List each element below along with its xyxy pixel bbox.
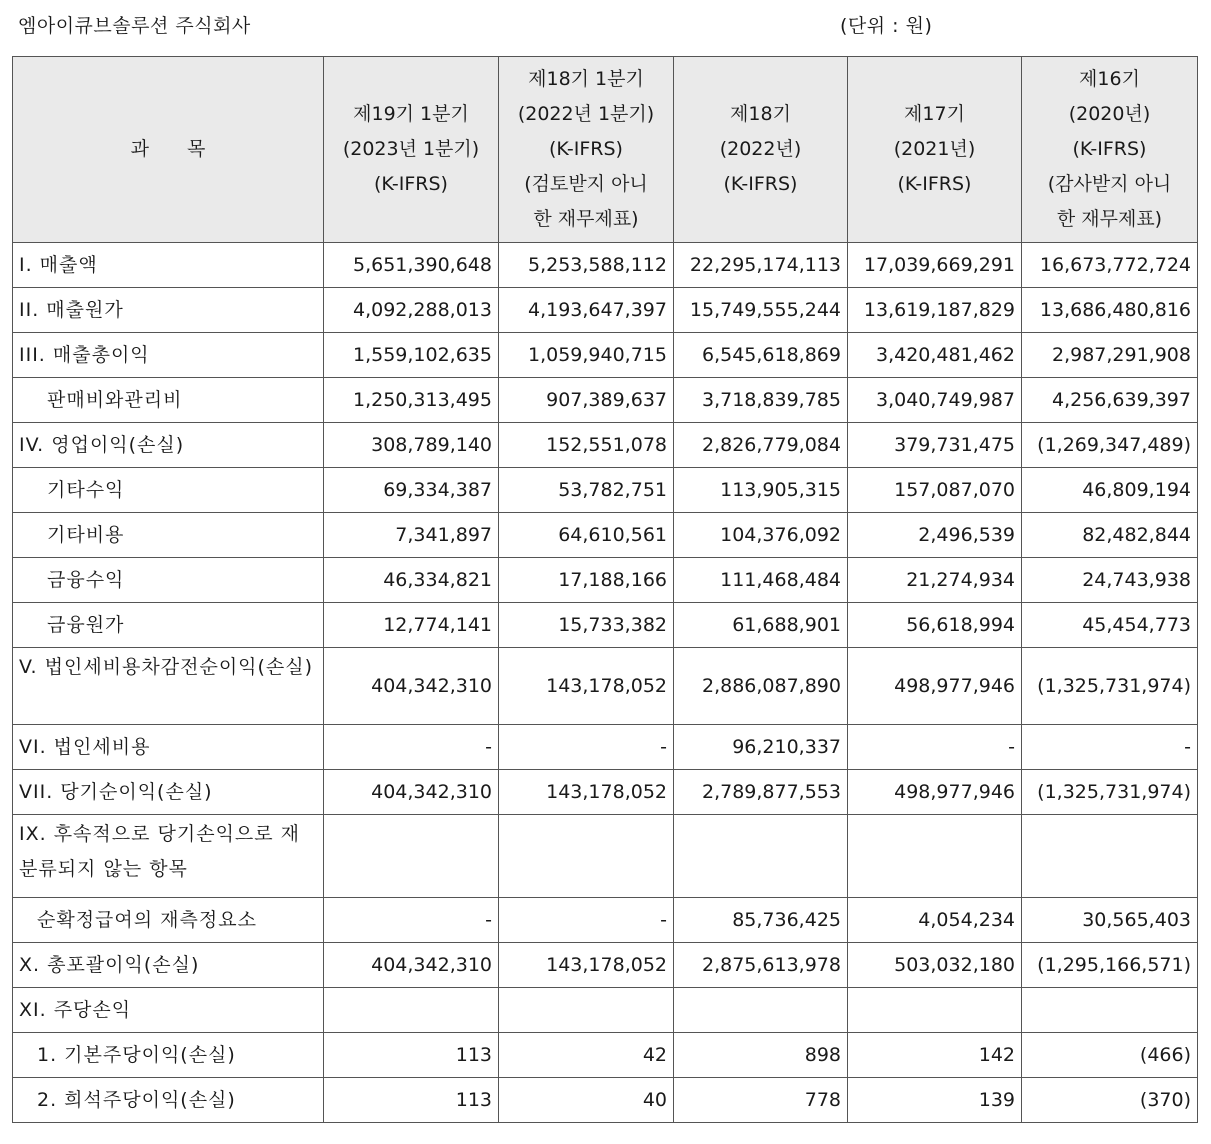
table-row: [13, 1033, 1198, 1078]
table-cell: 139: [848, 1078, 1022, 1123]
table-cell: -: [324, 725, 499, 770]
table-cell: -: [1022, 725, 1198, 770]
table-cell: 379,731,475: [848, 423, 1022, 468]
table-cell: 13,619,187,829: [848, 288, 1022, 333]
row-label: XI. 주당손익: [13, 988, 324, 1033]
table-row: [13, 815, 1198, 898]
row-label: 판매비와관리비: [13, 378, 324, 423]
table-cell: 2,987,291,908: [1022, 333, 1198, 378]
table-cell: 4,092,288,013: [324, 288, 499, 333]
table-cell: 404,342,310: [324, 648, 499, 725]
table-cell: 85,736,425: [674, 898, 848, 943]
table-cell: (466): [1022, 1033, 1198, 1078]
table-row: [13, 243, 1198, 288]
table-cell: 64,610,561: [499, 513, 674, 558]
table-cell: 4,193,647,397: [499, 288, 674, 333]
table-cell: 3,718,839,785: [674, 378, 848, 423]
table-cell: 17,039,669,291: [848, 243, 1022, 288]
table-cell: 3,040,749,987: [848, 378, 1022, 423]
table-row: [13, 898, 1198, 943]
table-cell: 2,789,877,553: [674, 770, 848, 815]
table-cell: [324, 988, 499, 1033]
table-row: [13, 770, 1198, 815]
table-cell: [848, 815, 1022, 898]
table-cell: 308,789,140: [324, 423, 499, 468]
table-cell: (1,325,731,974): [1022, 770, 1198, 815]
table-cell: 21,274,934: [848, 558, 1022, 603]
table-cell: 498,977,946: [848, 770, 1022, 815]
table-cell: 40: [499, 1078, 674, 1123]
table-row: [13, 1078, 1198, 1123]
table-cell: 3,420,481,462: [848, 333, 1022, 378]
table-row: [13, 988, 1198, 1033]
table-cell: 143,178,052: [499, 770, 674, 815]
table-cell: 56,618,994: [848, 603, 1022, 648]
table-cell: 4,054,234: [848, 898, 1022, 943]
column-header-period-19q1: 제19기 1분기 (2023년 1분기) (K-IFRS): [324, 57, 499, 243]
unit-label: (단위 : 원): [840, 15, 933, 37]
row-label: 1. 기본주당이익(손실): [13, 1033, 324, 1078]
table-cell: 4,256,639,397: [1022, 378, 1198, 423]
table-row: [13, 333, 1198, 378]
table-cell: 1,559,102,635: [324, 333, 499, 378]
table-cell: (1,269,347,489): [1022, 423, 1198, 468]
table-header-row: [13, 57, 1198, 243]
table-cell: 1,059,940,715: [499, 333, 674, 378]
table-row: [13, 288, 1198, 333]
table-row: [13, 648, 1198, 725]
column-header-account: 과 목: [13, 57, 324, 243]
table-cell: 13,686,480,816: [1022, 288, 1198, 333]
row-label: IV. 영업이익(손실): [13, 423, 324, 468]
table-cell: 42: [499, 1033, 674, 1078]
table-cell: -: [499, 725, 674, 770]
table-cell: 503,032,180: [848, 943, 1022, 988]
row-label: VI. 법인세비용: [13, 725, 324, 770]
row-label: II. 매출원가: [13, 288, 324, 333]
table-cell: 12,774,141: [324, 603, 499, 648]
income-statement-table: [12, 56, 1198, 1123]
table-cell: 16,673,772,724: [1022, 243, 1198, 288]
table-cell: 61,688,901: [674, 603, 848, 648]
table-row: [13, 378, 1198, 423]
table-row: [13, 513, 1198, 558]
column-header-period-16: 제16기 (2020년) (K-IFRS) (감사받지 아니 한 재무제표): [1022, 57, 1198, 243]
row-label: VII. 당기순이익(손실): [13, 770, 324, 815]
table-row: [13, 468, 1198, 513]
table-cell: 2,886,087,890: [674, 648, 848, 725]
table-cell: 113: [324, 1033, 499, 1078]
column-header-period-18q1: 제18기 1분기 (2022년 1분기) (K-IFRS) (검토받지 아니 한 재무제표): [499, 57, 674, 243]
table-cell: (1,295,166,571): [1022, 943, 1198, 988]
table-cell: 15,749,555,244: [674, 288, 848, 333]
table-cell: 15,733,382: [499, 603, 674, 648]
table-row: [13, 725, 1198, 770]
table-cell: 5,253,588,112: [499, 243, 674, 288]
table-cell: [848, 988, 1022, 1033]
row-label: 기타비용: [13, 513, 324, 558]
table-cell: [1022, 815, 1198, 898]
table-row: [13, 603, 1198, 648]
table-cell: 2,496,539: [848, 513, 1022, 558]
table-cell: 5,651,390,648: [324, 243, 499, 288]
row-label: X. 총포괄이익(손실): [13, 943, 324, 988]
table-cell: 30,565,403: [1022, 898, 1198, 943]
table-row: [13, 423, 1198, 468]
table-cell: 46,809,194: [1022, 468, 1198, 513]
table-cell: 143,178,052: [499, 648, 674, 725]
table-cell: [324, 815, 499, 898]
table-row: [13, 558, 1198, 603]
table-cell: -: [499, 898, 674, 943]
table-cell: 69,334,387: [324, 468, 499, 513]
table-row: [13, 943, 1198, 988]
table-cell: 17,188,166: [499, 558, 674, 603]
row-label: 기타수익: [13, 468, 324, 513]
table-cell: (370): [1022, 1078, 1198, 1123]
table-cell: 404,342,310: [324, 943, 499, 988]
table-cell: 45,454,773: [1022, 603, 1198, 648]
table-cell: 152,551,078: [499, 423, 674, 468]
table-cell: 111,468,484: [674, 558, 848, 603]
table-cell: 2,875,613,978: [674, 943, 848, 988]
table-cell: 778: [674, 1078, 848, 1123]
table-cell: -: [324, 898, 499, 943]
table-cell: 113: [324, 1078, 499, 1123]
table-cell: 46,334,821: [324, 558, 499, 603]
row-label: IX. 후속적으로 당기손익으로 재분류되지 않는 항목: [13, 815, 324, 898]
row-label: 금융원가: [13, 603, 324, 648]
row-label: I. 매출액: [13, 243, 324, 288]
table-cell: 96,210,337: [674, 725, 848, 770]
table-cell: 2,826,779,084: [674, 423, 848, 468]
row-label: 순확정급여의 재측정요소: [13, 898, 324, 943]
company-name: 엠아이큐브솔루션 주식회사: [18, 15, 251, 37]
table-cell: [674, 988, 848, 1033]
table-cell: 53,782,751: [499, 468, 674, 513]
document-header: [12, 10, 1198, 42]
table-cell: 7,341,897: [324, 513, 499, 558]
table-cell: 498,977,946: [848, 648, 1022, 725]
column-header-period-17: 제17기 (2021년) (K-IFRS): [848, 57, 1022, 243]
table-cell: 6,545,618,869: [674, 333, 848, 378]
table-cell: 22,295,174,113: [674, 243, 848, 288]
table-cell: 104,376,092: [674, 513, 848, 558]
table-cell: 142: [848, 1033, 1022, 1078]
row-label: 2. 희석주당이익(손실): [13, 1078, 324, 1123]
table-cell: [1022, 988, 1198, 1033]
table-cell: 907,389,637: [499, 378, 674, 423]
table-cell: 157,087,070: [848, 468, 1022, 513]
table-cell: 24,743,938: [1022, 558, 1198, 603]
table-cell: 82,482,844: [1022, 513, 1198, 558]
table-cell: 404,342,310: [324, 770, 499, 815]
table-cell: 143,178,052: [499, 943, 674, 988]
table-cell: [499, 815, 674, 898]
table-cell: [674, 815, 848, 898]
row-label: III. 매출총이익: [13, 333, 324, 378]
table-cell: [499, 988, 674, 1033]
table-cell: 1,250,313,495: [324, 378, 499, 423]
row-label: 금융수익: [13, 558, 324, 603]
table-cell: -: [848, 725, 1022, 770]
table-cell: 113,905,315: [674, 468, 848, 513]
column-header-period-18: 제18기 (2022년) (K-IFRS): [674, 57, 848, 243]
row-label: V. 법인세비용차감전순이익(손실): [13, 648, 324, 725]
table-cell: 898: [674, 1033, 848, 1078]
table-cell: (1,325,731,974): [1022, 648, 1198, 725]
